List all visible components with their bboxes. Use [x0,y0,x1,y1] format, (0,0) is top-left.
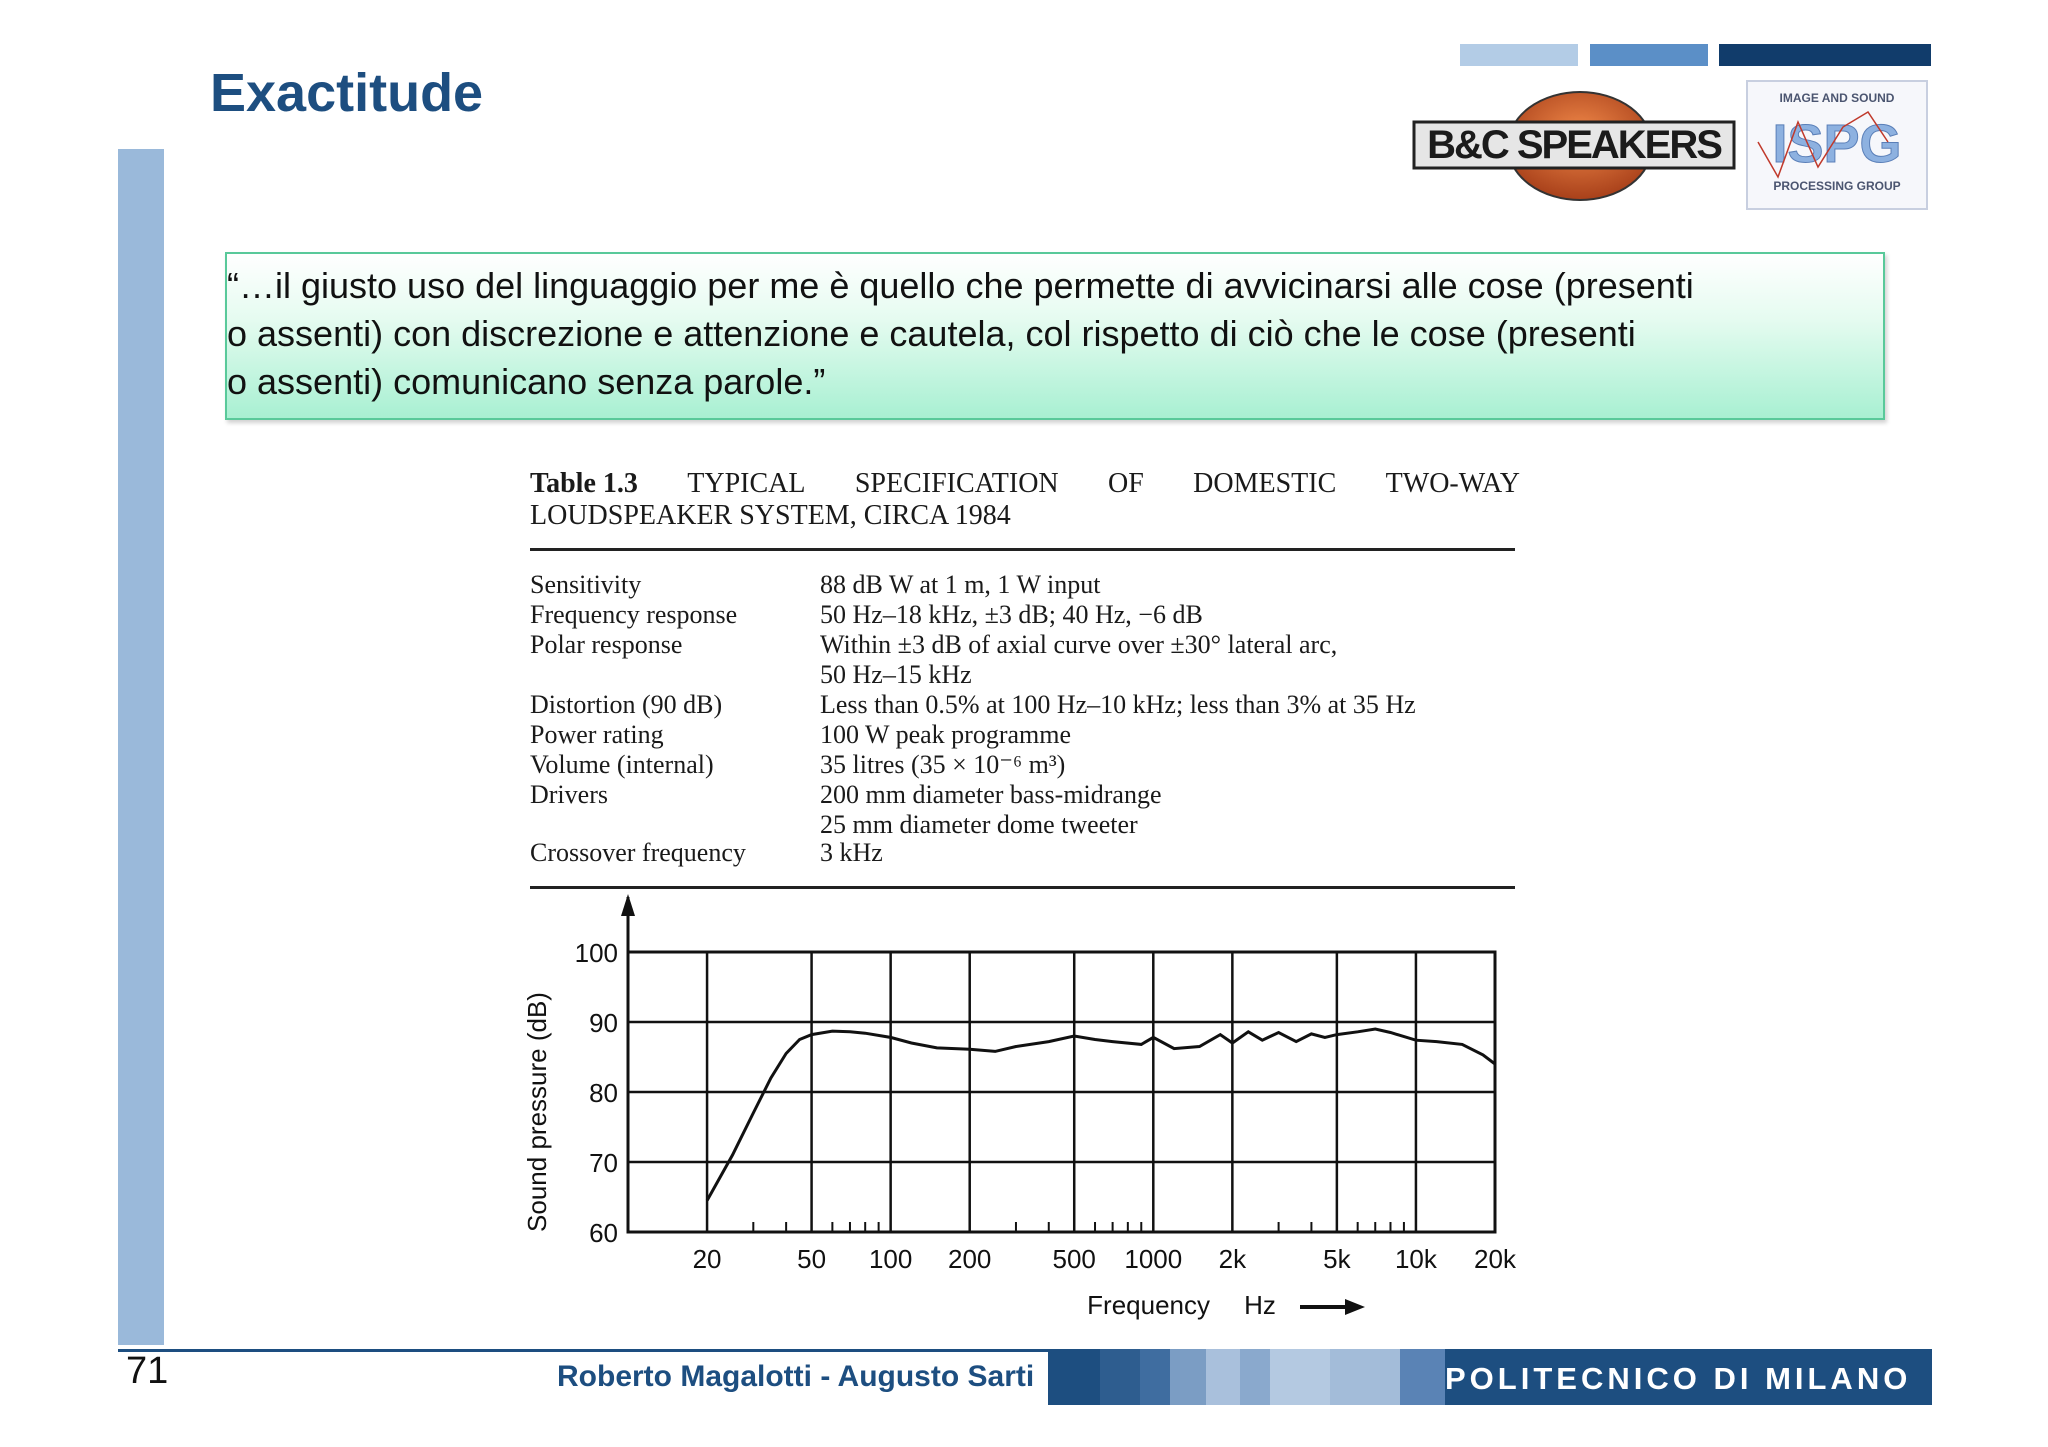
y-tick-label: 70 [589,1148,618,1178]
bc-speakers-logo-text: B&C SPEAKERS [1427,123,1721,167]
scanned-figure [520,462,1520,1342]
spec-value: 35 litres (35 × 10⁻⁶ m³) [820,750,1066,779]
x-tick-label: 500 [1052,1244,1096,1274]
institution-name: POLITECNICO DI MILANO [1445,1361,1912,1396]
quote-line-2: o assenti) con discrezione e attenzione e cautela, col rispetto di ciò che le cose (presenti [227,313,1636,354]
table-top-rule [530,548,1515,551]
y-axis-title: Sound pressure (dB) [522,992,552,1232]
x-tick-label: 2k [1218,1244,1247,1274]
x-axis-arrow-icon [1345,1299,1365,1315]
table-caption-word: TWO-WAY [1385,468,1520,499]
footer-authors: Roberto Magalotti - Augusto Sarti [557,1360,1035,1393]
ispg-logo [1746,80,1928,210]
x-tick-label: 20k [1474,1244,1516,1274]
table-bottom-rule [530,886,1515,889]
table-caption-word: DOMESTIC [1193,468,1337,499]
footer-rule [118,1349,1048,1352]
quote-text [227,254,1883,418]
spec-label: Drivers [530,780,608,809]
y-tick-label: 80 [589,1078,618,1108]
spec-label: Polar response [530,630,683,659]
x-tick-label: 10k [1394,1244,1437,1274]
header-bar-mid [1590,44,1708,66]
spec-value: 50 Hz–18 kHz, ±3 dB; 40 Hz, −6 dB [820,600,1203,629]
x-axis-unit: Hz [1244,1290,1276,1320]
table-caption-word: OF [1108,468,1144,499]
sidebar-accent [118,149,164,1345]
header-bar-dark [1719,44,1931,66]
x-axis-title: Frequency [1087,1290,1210,1320]
x-tick-label: 50 [797,1244,827,1274]
table-caption-line2: LOUDSPEAKER SYSTEM, CIRCA 1984 [530,500,1011,531]
table-caption-word: SPECIFICATION [854,468,1059,499]
table-caption-word: TYPICAL [687,468,806,499]
quote-line-3: o assenti) comunicano senza parole.” [227,361,826,402]
table-caption [530,468,1520,532]
x-tick-label: 20 [692,1244,722,1274]
y-axis-arrow-icon [621,894,635,916]
bc-speakers-logo [1412,90,1738,202]
spec-value: Within ±3 dB of axial curve over ±30° lateral arc, [820,630,1338,659]
spec-value: Less than 0.5% at 100 Hz–10 kHz; less than 3% at 35 Hz [820,690,1416,719]
header-bar-light [1460,44,1578,66]
y-tick-label: 60 [589,1218,618,1248]
spec-value: 88 dB W at 1 m, 1 W input [820,570,1101,599]
spec-label: Distortion (90 dB) [530,690,723,719]
ispg-logo-mid-text: ISPG [1772,114,1902,174]
spec-value: 3 kHz [820,838,883,867]
frequency-response-chart [520,892,1520,1342]
ispg-logo-bottom-text: PROCESSING GROUP [1773,179,1901,193]
ispg-logo-top-text: IMAGE AND SOUND [1779,91,1895,105]
x-tick-label: 5k [1323,1244,1351,1274]
spec-label: Frequency response [530,600,738,629]
table-caption-number: Table 1.3 [530,468,638,499]
spec-label: Power rating [530,720,664,749]
x-tick-label: 1000 [1124,1244,1183,1274]
slide-title: Exactitude [210,63,484,123]
spec-label: Volume (internal) [530,750,714,779]
spec-value: 25 mm diameter dome tweeter [820,810,1138,839]
y-tick-label: 100 [574,938,618,968]
ispg-logo-graphic [1748,82,1926,208]
x-tick-label: 200 [948,1244,992,1274]
spec-label: Sensitivity [530,570,642,599]
page-number: 71 [126,1350,169,1392]
quote-box [225,252,1885,420]
spec-label: Crossover frequency [530,838,746,867]
chart-series-line [707,1029,1495,1201]
spec-value: 100 W peak programme [820,720,1072,749]
y-tick-label: 90 [589,1008,618,1038]
x-tick-label: 100 [868,1244,913,1274]
quote-line-1: “…il giusto uso del linguaggio per me è quello che permette di avvicinarsi alle cose (presenti [227,265,1694,306]
spec-value: 50 Hz–15 kHz [820,660,972,689]
spec-value: 200 mm diameter bass-midrange [820,780,1162,809]
